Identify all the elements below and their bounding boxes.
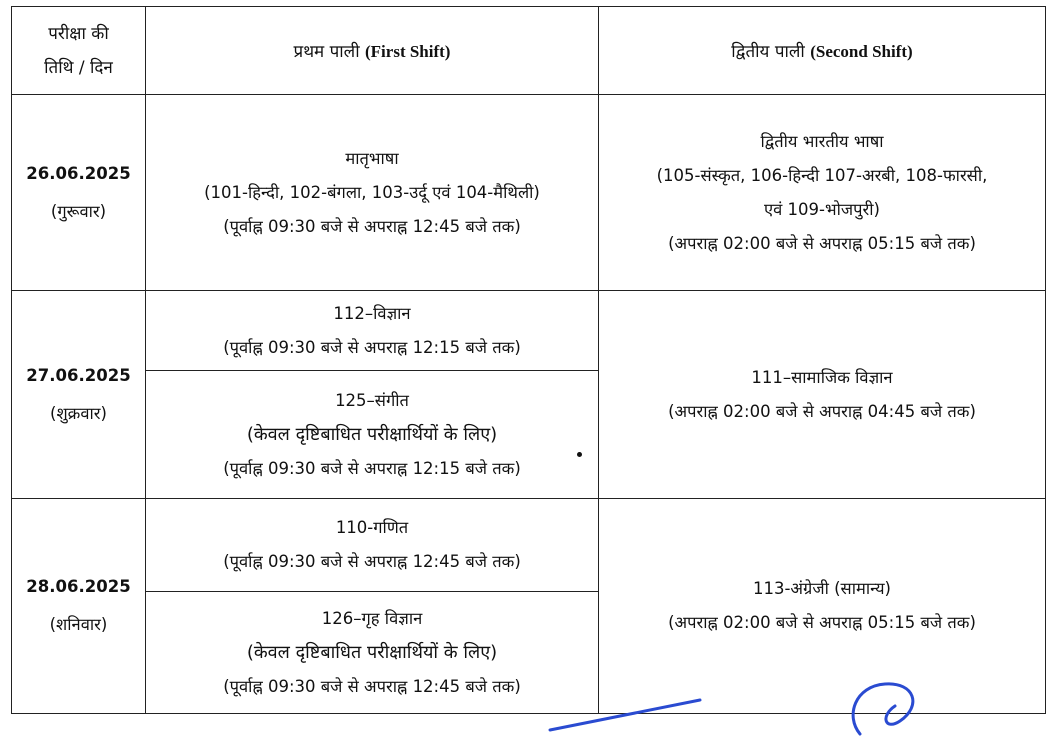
shift-time: (पूर्वाह्न 09:30 बजे से अपराह्न 12:45 बजे तक) — [223, 552, 521, 571]
header-first-shift — [146, 7, 599, 95]
exam-schedule-table — [11, 6, 1046, 714]
header-first-shift-hindi: प्रथम पाली — [293, 42, 360, 62]
second-shift-cell — [599, 291, 1046, 499]
date-cell — [12, 291, 146, 499]
subject-detail: (105-संस्कृत, 106-हिन्दी 107-अरबी, 108-फारसी, — [656, 165, 988, 185]
subject: मातृभाषा — [345, 148, 399, 168]
date-cell — [12, 499, 146, 714]
shift-time: (पूर्वाह्न 09:30 बजे से अपराह्न 12:45 बजे तक) — [223, 216, 521, 236]
subject-note: (केवल दृष्टिबाधित परीक्षार्थियों के लिए) — [246, 423, 498, 445]
shift-time: (अपराह्न 02:00 बजे से अपराह्न 04:45 बजे तक) — [668, 401, 976, 421]
exam-date: 27.06.2025 — [26, 365, 131, 385]
table-row — [12, 95, 1046, 291]
signature-mark — [840, 676, 930, 736]
table-row — [12, 499, 1046, 592]
shift-time: (अपराह्न 02:00 बजे से अपराह्न 05:15 बजे तक) — [668, 613, 976, 632]
shift-time: (पूर्वाह्न 09:30 बजे से अपराह्न 12:15 बजे तक) — [223, 337, 521, 357]
exam-day: (गुरूवार) — [50, 201, 107, 221]
first-shift-cell — [146, 592, 599, 714]
subject-note: (केवल दृष्टिबाधित परीक्षार्थियों के लिए) — [246, 641, 498, 663]
header-row — [12, 7, 1046, 95]
header-second-shift-hindi: द्वितीय पाली — [731, 42, 805, 62]
first-shift-cell — [146, 291, 599, 371]
shift-time: (पूर्वाह्न 09:30 बजे से अपराह्न 12:15 बजे तक) — [223, 458, 521, 478]
header-date-line2: तिथि / दिन — [44, 57, 113, 78]
signature-stroke — [540, 680, 710, 736]
header-second-shift — [599, 7, 1046, 95]
first-shift-cell — [146, 371, 599, 499]
subject: 126–गृह विज्ञान — [321, 608, 423, 628]
subject-detail: एवं 109-भोजपुरी) — [764, 199, 880, 219]
header-date-line1: परीक्षा की — [48, 23, 109, 44]
shift-time: (अपराह्न 02:00 बजे से अपराह्न 05:15 बजे तक) — [668, 233, 976, 253]
exam-day: (शुक्रवार) — [50, 403, 107, 423]
ink-dot — [577, 452, 582, 457]
exam-date: 26.06.2025 — [26, 163, 131, 183]
table-row — [12, 291, 1046, 371]
subject: 110-गणित — [335, 518, 409, 537]
first-shift-cell — [146, 499, 599, 592]
subject: 111–सामाजिक विज्ञान — [751, 367, 893, 387]
shift-time: (पूर्वाह्न 09:30 बजे से अपराह्न 12:45 बजे तक) — [223, 676, 521, 696]
date-cell — [12, 95, 146, 291]
header-second-shift-english: (Second Shift) — [810, 42, 913, 61]
first-shift-cell — [146, 95, 599, 291]
subject: 125–संगीत — [335, 390, 409, 410]
exam-date: 28.06.2025 — [26, 577, 131, 596]
subject-detail: (101-हिन्दी, 102-बंगला, 103-उर्दू एवं 104-मैथिली) — [204, 182, 540, 202]
header-date-day — [12, 7, 146, 95]
exam-day: (शनिवार) — [49, 615, 108, 634]
subject: द्वितीय भारतीय भाषा — [760, 131, 884, 151]
second-shift-cell — [599, 95, 1046, 291]
subject: 112–विज्ञान — [333, 303, 411, 323]
subject: 113-अंग्रेजी (सामान्य) — [752, 579, 891, 598]
header-first-shift-english: (First Shift) — [365, 42, 451, 61]
